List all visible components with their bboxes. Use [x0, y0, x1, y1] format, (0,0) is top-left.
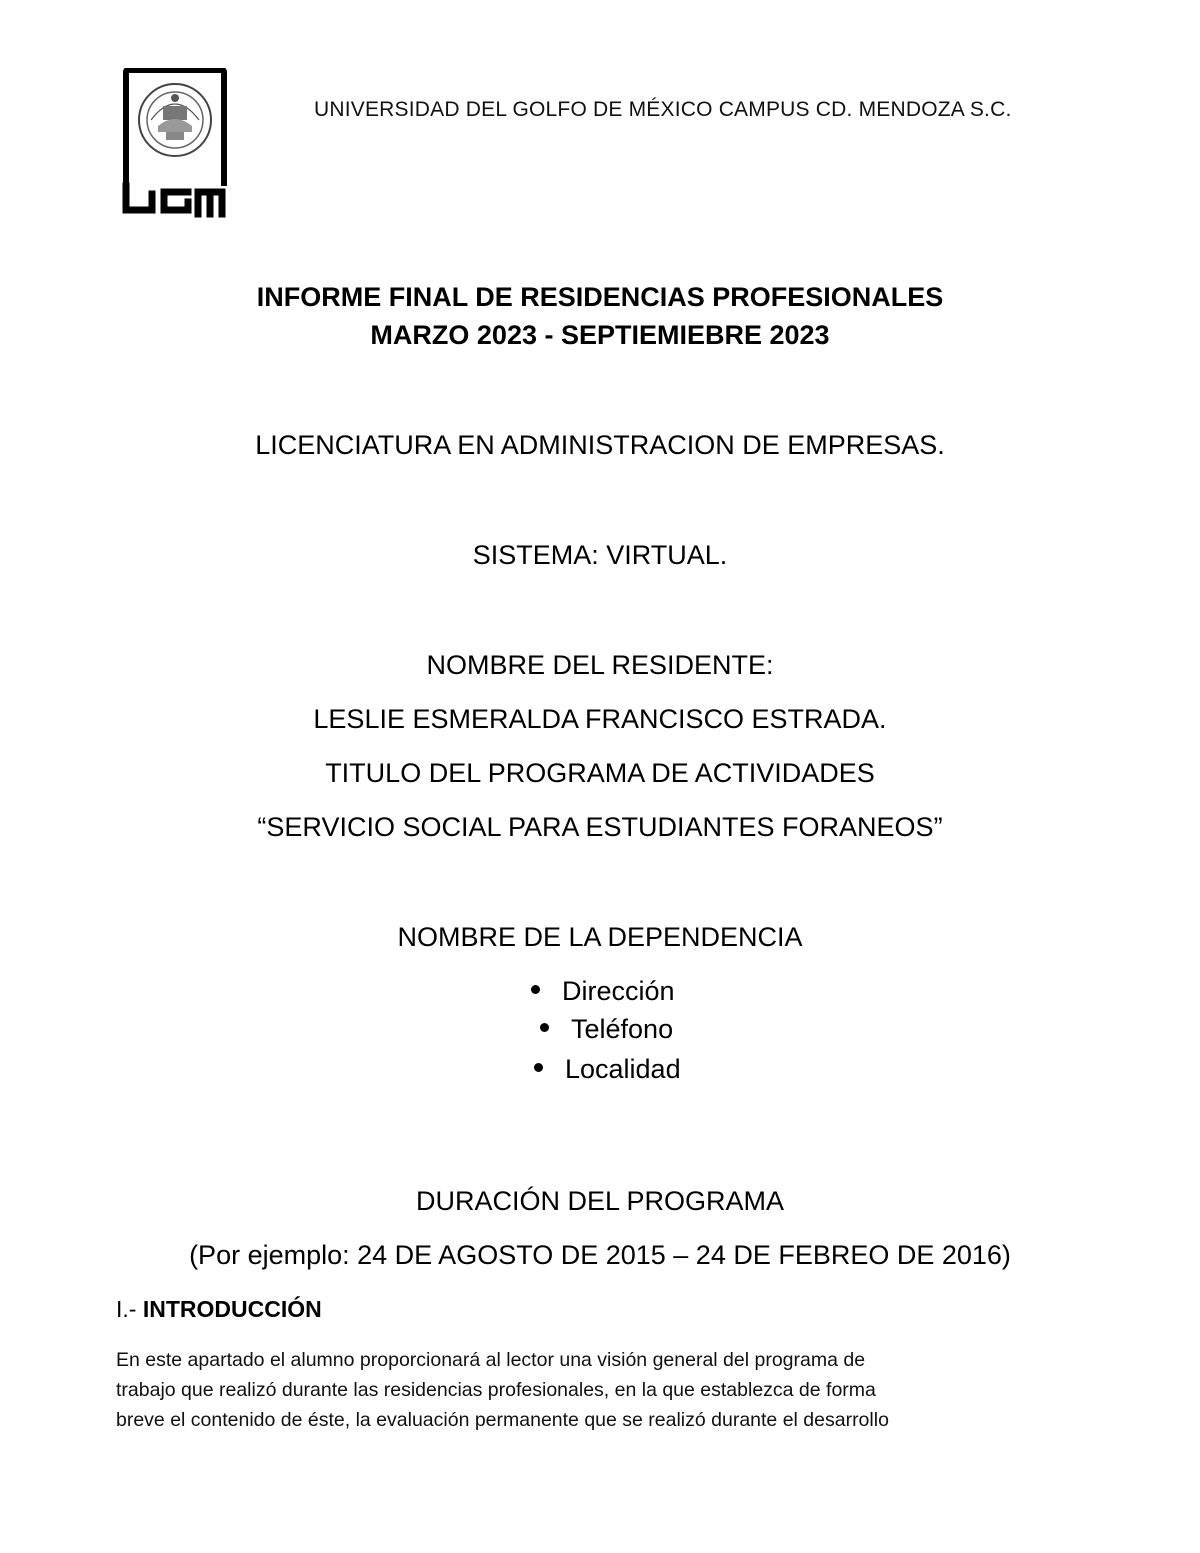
duration-label: DURACIÓN DEL PROGRAMA	[415, 1186, 785, 1216]
bullet-icon	[531, 985, 540, 994]
program-title: “SERVICIO SOCIAL PARA ESTUDIANTES FORANEOS”	[257, 812, 943, 842]
university-name: UNIVERSIDAD DEL GOLFO DE MÉXICO CAMPUS CD. MENDOZA S.C.	[314, 98, 1012, 121]
section-heading	[116, 1296, 322, 1323]
list-item: Teléfono	[540, 1014, 673, 1045]
dependency-label: NOMBRE DE LA DEPENDENCIA	[397, 922, 803, 952]
system-label: SISTEMA: VIRTUAL.	[472, 540, 728, 570]
bullet-icon	[534, 1063, 543, 1072]
section-number: I.-	[116, 1296, 137, 1322]
ugm-letters	[126, 186, 222, 214]
list-item: Dirección	[531, 976, 675, 1007]
seal-icon	[139, 84, 211, 156]
paragraph-line: En este apartado el alumno proporcionará al lector una visión general del programa de	[116, 1349, 866, 1371]
section-title: INTRODUCCIÓN	[142, 1296, 322, 1322]
resident-name: LESLIE ESMERALDA FRANCISCO ESTRADA.	[313, 704, 887, 734]
resident-label: NOMBRE DEL RESIDENTE:	[426, 650, 774, 680]
list-item: Localidad	[534, 1054, 681, 1085]
paragraph-line: trabajo que realizó durante las residencias profesionales, en la que establezca de forma	[116, 1379, 876, 1401]
report-period: MARZO 2023 - SEPTIEMIEBRE 2023	[370, 320, 830, 350]
degree-name: LICENCIATURA EN ADMINISTRACION DE EMPRESAS.	[255, 430, 945, 460]
program-label: TITULO DEL PROGRAMA DE ACTIVIDADES	[325, 758, 875, 788]
bullet-icon	[540, 1023, 549, 1032]
report-title: INFORME FINAL DE RESIDENCIAS PROFESIONALES	[256, 282, 944, 312]
paragraph-line: breve el contenido de éste, la evaluación permanente que se realizó durante el desarrollo	[116, 1409, 889, 1431]
university-logo	[118, 68, 230, 220]
duration-example: (Por ejemplo: 24 DE AGOSTO DE 2015 – 24 DE FEBREO DE 2016)	[189, 1240, 1011, 1270]
